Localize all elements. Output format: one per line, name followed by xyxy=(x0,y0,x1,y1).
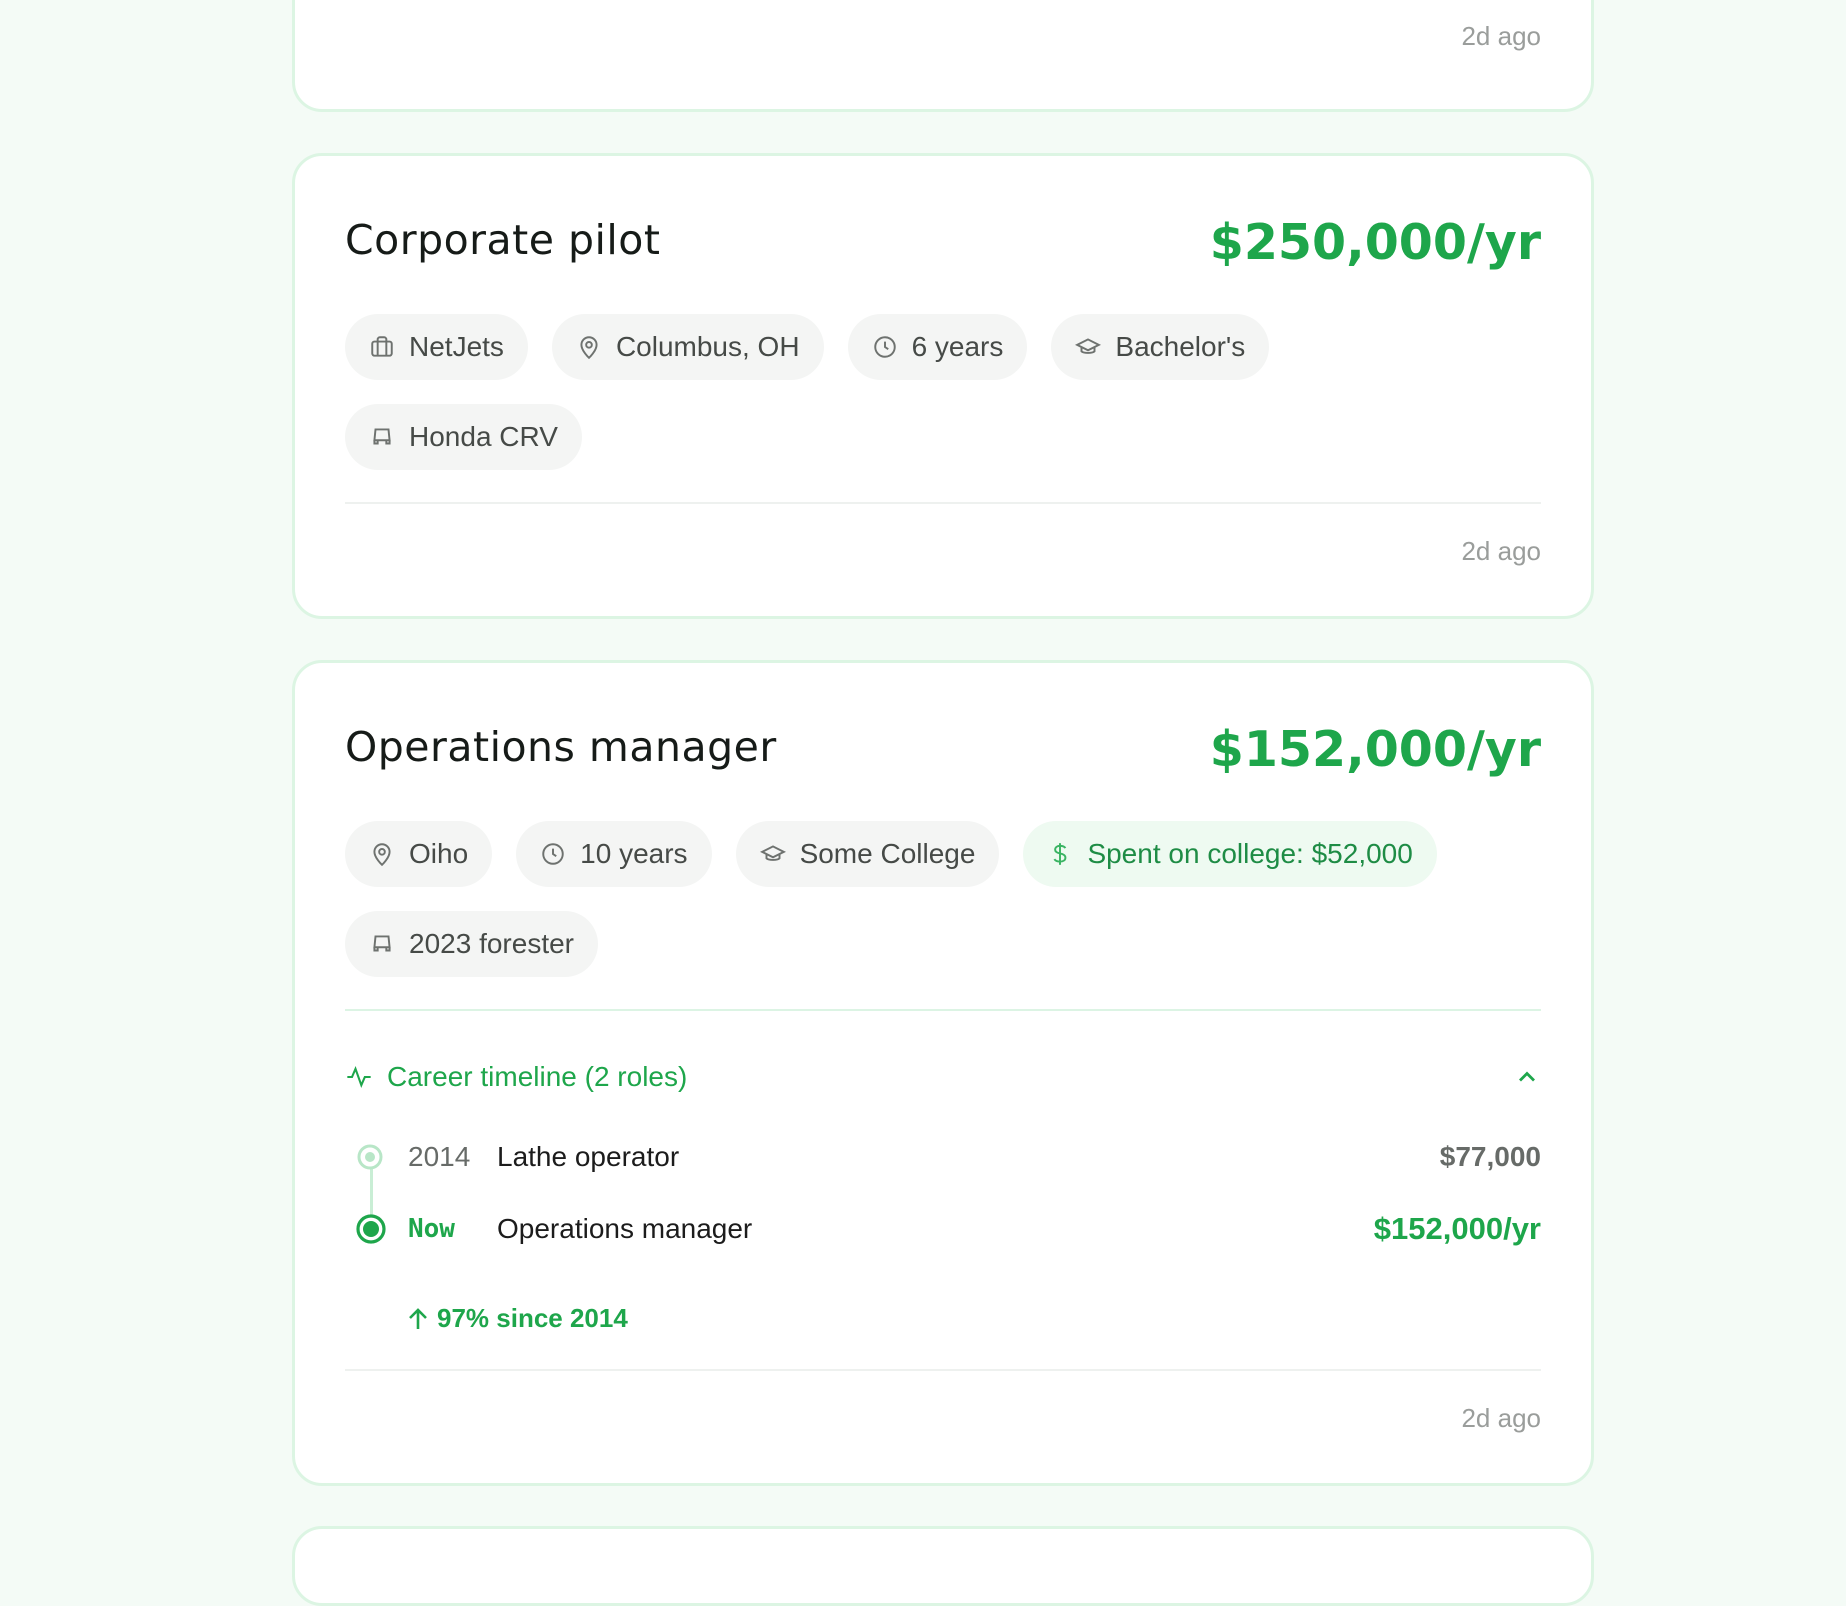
divider xyxy=(345,1369,1541,1371)
job-title: Corporate pilot xyxy=(345,216,661,264)
timeline-entry-current xyxy=(345,1209,1541,1249)
growth-label: 97% since 2014 xyxy=(437,1303,628,1333)
salary-amount: $152,000/yr xyxy=(1209,721,1541,778)
timeline-year: 2014 xyxy=(408,1141,471,1172)
chip-label: Honda CRV xyxy=(409,421,558,452)
chip-label: 6 years xyxy=(911,331,1004,362)
job-title: Operations manager xyxy=(345,723,777,771)
salary-card[interactable] xyxy=(292,660,1594,1486)
current-dot-icon xyxy=(355,1213,387,1245)
chip-label: Some College xyxy=(799,838,976,869)
experience-chip xyxy=(848,314,1028,380)
chip-label: Oiho xyxy=(409,838,469,869)
graduation-cap-icon xyxy=(1075,334,1101,360)
career-timeline-toggle[interactable] xyxy=(345,1057,1541,1097)
salary-card[interactable] xyxy=(292,153,1594,619)
dollar-icon xyxy=(1047,841,1073,867)
timeline-dot-icon xyxy=(355,1142,385,1172)
time-ago: 2d ago xyxy=(1461,536,1541,566)
car-icon xyxy=(369,931,395,957)
chip-list xyxy=(345,821,1541,1001)
growth-indicator xyxy=(407,1303,628,1334)
chip-label: Columbus, OH xyxy=(615,331,800,362)
education-chip xyxy=(1051,314,1269,380)
clock-icon xyxy=(872,334,898,360)
divider xyxy=(345,1009,1541,1011)
activity-icon xyxy=(345,1063,373,1091)
career-timeline-label: Career timeline (2 roles) xyxy=(387,1061,688,1092)
chip-list xyxy=(345,314,1541,494)
chip-label: Bachelor's xyxy=(1115,331,1246,362)
clock-icon xyxy=(540,841,566,867)
time-ago: 2d ago xyxy=(1461,1403,1541,1433)
chevron-up-icon[interactable] xyxy=(1513,1063,1541,1091)
timeline-amount: $77,000 xyxy=(1439,1141,1541,1172)
location-chip xyxy=(345,821,492,887)
location-pin-icon xyxy=(369,841,395,867)
company-chip xyxy=(345,314,528,380)
graduation-cap-icon xyxy=(760,841,786,867)
salary-card[interactable] xyxy=(292,1526,1594,1606)
chip-label: 2023 forester xyxy=(409,928,574,959)
salary-card[interactable] xyxy=(292,0,1594,112)
location-pin-icon xyxy=(576,334,602,360)
salary-amount: $250,000/yr xyxy=(1209,214,1541,271)
time-ago: 2d ago xyxy=(1461,21,1541,51)
vehicle-chip xyxy=(345,911,598,977)
car-icon xyxy=(369,424,395,450)
vehicle-chip xyxy=(345,404,582,470)
timeline-amount: $152,000/yr xyxy=(1373,1211,1541,1246)
timeline-role: Lathe operator xyxy=(497,1141,680,1172)
chip-label: 10 years xyxy=(580,838,688,869)
chip-label: NetJets xyxy=(409,331,504,362)
timeline-role: Operations manager xyxy=(497,1213,753,1244)
timeline-entry xyxy=(345,1137,1541,1177)
briefcase-icon xyxy=(369,334,395,360)
divider xyxy=(345,502,1541,504)
location-chip xyxy=(552,314,824,380)
arrow-up-icon xyxy=(407,1307,429,1331)
education-chip xyxy=(736,821,1000,887)
college-cost-chip xyxy=(1023,821,1436,887)
timeline-year: Now xyxy=(408,1214,455,1244)
chip-label: Spent on college: $52,000 xyxy=(1087,838,1413,869)
experience-chip xyxy=(516,821,711,887)
